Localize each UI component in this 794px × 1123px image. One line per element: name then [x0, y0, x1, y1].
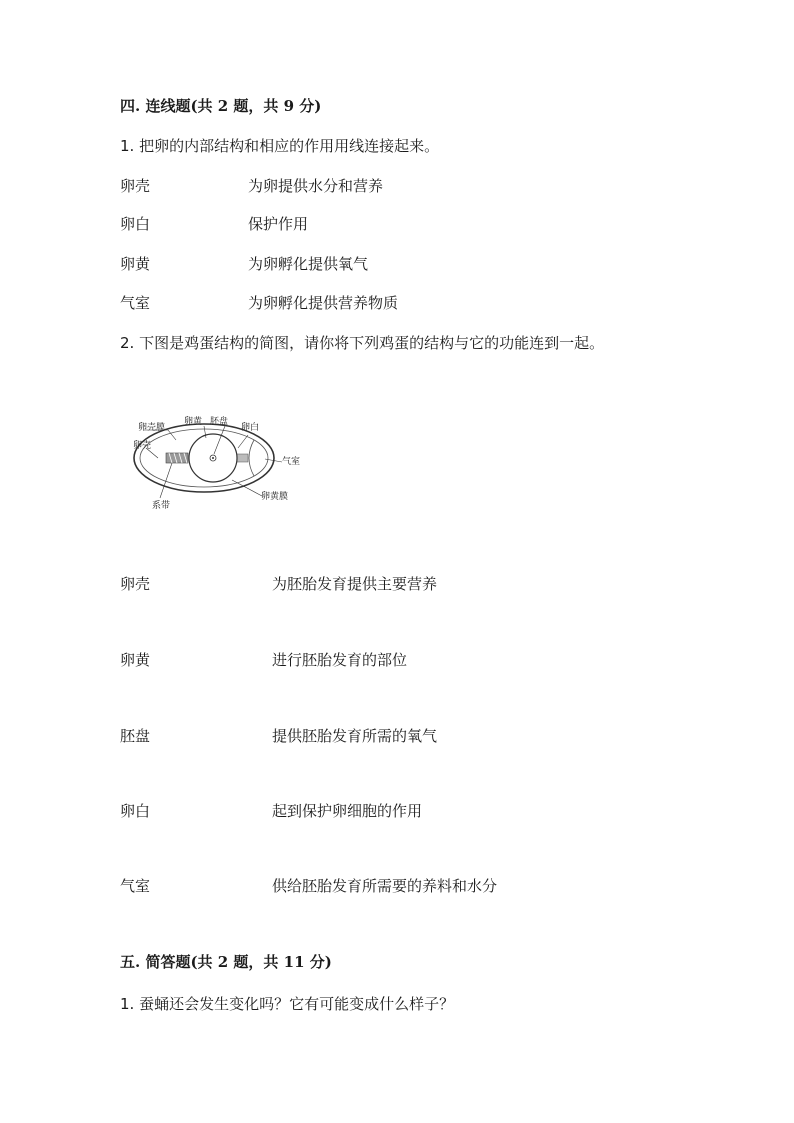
q2-prompt: 2. 下图是鸡蛋结构的简图，请你将下列鸡蛋的结构与它的功能连到一起。: [120, 334, 605, 352]
label-yolk-membrane: 卵黄膜: [261, 492, 289, 502]
label-yolk: 卵黄: [184, 417, 203, 427]
label-shell: 卵壳: [133, 441, 152, 451]
label-chalaza: 系带: [152, 501, 171, 511]
label-albumen: 卵白: [241, 423, 260, 433]
q1-left-item: 气室: [120, 294, 151, 312]
q2-right-item: 进行胚胎发育的部位: [272, 651, 408, 669]
q1-left-item: 卵白: [120, 215, 151, 233]
q2-left-item: 卵白: [120, 802, 151, 820]
section-5-title: 五. 简答题(共 2 题，共 11 分): [120, 953, 332, 971]
q2-right-item: 提供胚胎发育所需的氧气: [272, 727, 438, 745]
q2-right-item: 供给胚胎发育所需要的养料和水分: [272, 877, 498, 895]
q1-left-item: 卵壳: [120, 177, 151, 195]
label-shell-membrane: 卵壳膜: [138, 423, 166, 433]
q2-left-item: 卵壳: [120, 575, 151, 593]
q2-left-item: 胚盘: [120, 727, 151, 745]
egg-structure-diagram: [122, 410, 312, 520]
q2-right-item: 起到保护卵细胞的作用: [272, 802, 423, 820]
q1-right-item: 为卵提供水分和营养: [248, 177, 384, 195]
chalaza-right: [236, 454, 248, 462]
air-cell-outline: [249, 440, 254, 476]
q2-right-item: 为胚胎发育提供主要营养: [272, 575, 438, 593]
section-4-title: 四. 连线题(共 2 题，共 9 分): [120, 97, 322, 115]
s5-q1-prompt: 1. 蚕蛹还会发生变化吗？它有可能变成什么样子？: [120, 995, 455, 1013]
label-blastodisc: 胚盘: [210, 417, 229, 427]
q2-left-item: 气室: [120, 877, 151, 895]
q1-right-item: 为卵孵化提供氧气: [248, 255, 369, 273]
q1-right-item: 为卵孵化提供营养物质: [248, 294, 399, 312]
q2-left-item: 卵黄: [120, 651, 151, 669]
q1-right-item: 保护作用: [248, 215, 309, 233]
label-air-cell: 气室: [282, 457, 301, 467]
q1-left-item: 卵黄: [120, 255, 151, 273]
q1-prompt: 1. 把卵的内部结构和相应的作用用线连接起来。: [120, 137, 440, 155]
